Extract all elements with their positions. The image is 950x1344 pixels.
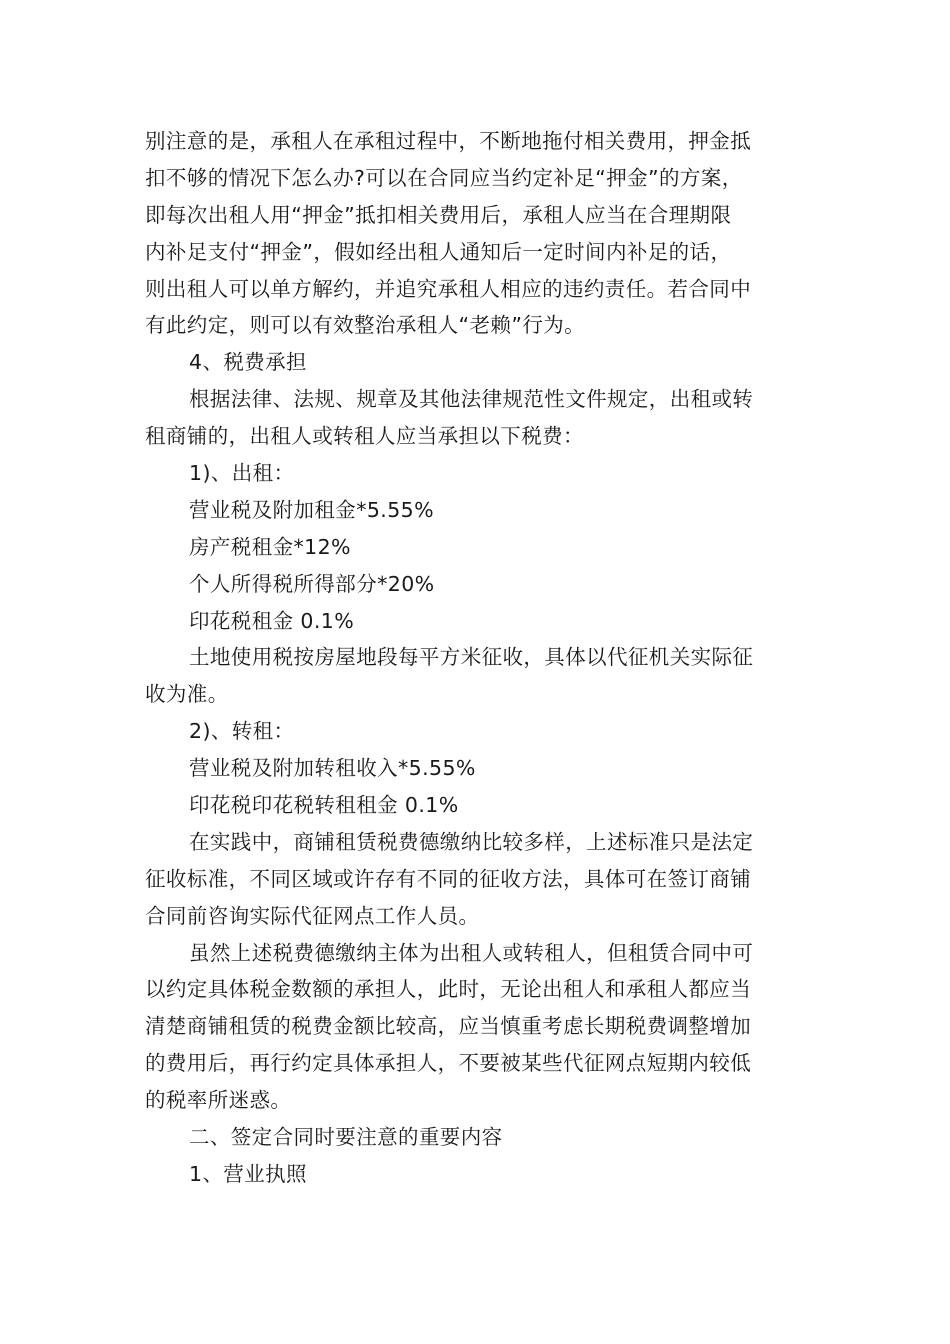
text-line: 别注意的是，承租人在承租过程中，不断地拖付相关费用，押金抵 <box>145 129 752 153</box>
text-line: 房产税租金*12% <box>189 534 351 559</box>
text-line: 的税率所迷惑。 <box>145 1088 292 1113</box>
text-line: 虽然上述税费德缴纳主体为出租人或转租人，但租赁合同中可 <box>189 940 754 965</box>
text-line: 1、营业执照 <box>189 1161 307 1186</box>
text-line: 2)、转租： <box>189 719 295 744</box>
text-line: 营业税及附加租金*5.55% <box>189 497 434 522</box>
text-line: 1)、出租： <box>189 461 295 486</box>
text-line: 合同前咨询实际代征网点工作人员。 <box>145 903 480 928</box>
document-body <box>145 123 807 1193</box>
text-line: 即每次出租人用“押金”抵扣相关费用后，承租人应当在合理期限 <box>145 202 732 227</box>
text-line: 土地使用税按房屋地段每平方米征收，具体以代征机关实际征 <box>189 645 754 670</box>
text-line: 有此约定，则可以有效整治承租人“老赖”行为。 <box>145 313 586 338</box>
text-line: 内补足支付“押金”，假如经出租人通知后一定时间内补足的话， <box>145 239 732 264</box>
text-line: 印花税租金 0.1% <box>189 608 355 633</box>
text-line: 4、税费承担 <box>189 350 307 375</box>
text-line: 征收标准，不同区域或许存有不同的征收方法，具体可在签订商铺 <box>145 866 752 891</box>
text-line: 清楚商铺租赁的税费金额比较高，应当慎重考虑长期税费调整增加 <box>145 1014 752 1039</box>
text-line: 在实践中，商铺租赁税费德缴纳比较多样，上述标准只是法定 <box>189 829 754 854</box>
text-line: 营业税及附加转租收入*5.55% <box>189 756 476 781</box>
text-line: 个人所得税所得部分*20% <box>189 571 435 596</box>
text-line: 收为准。 <box>145 682 229 707</box>
text-line: 以约定具体税金数额的承担人，此时，无论出租人和承租人都应当 <box>145 977 752 1002</box>
text-line: 二、签定合同时要注意的重要内容 <box>189 1125 503 1150</box>
text-line: 扣不够的情况下怎么办?可以在合同应当约定补足“押金”的方案， <box>145 165 743 190</box>
text-line: 的费用后，再行约定具体承担人，不要被某些代征网点短期内较低 <box>145 1051 752 1076</box>
text-line: 印花税印花税转租租金 0.1% <box>189 793 459 818</box>
text-line: 根据法律、法规、规章及其他法律规范性文件规定，出租或转 <box>189 387 754 412</box>
text-line: 则出租人可以单方解约，并追究承租人相应的违约责任。若合同中 <box>145 276 752 301</box>
text-line: 租商铺的，出租人或转租人应当承担以下税费： <box>145 424 584 449</box>
